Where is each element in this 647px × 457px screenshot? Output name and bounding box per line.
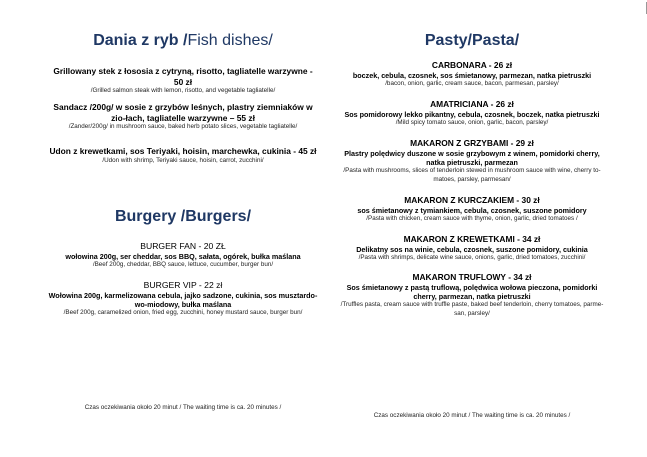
item-english: /Grilled salmon steak with lemon, risotto, and vegetable tagliatelle/: [90, 87, 276, 94]
menu-item: [48, 102, 318, 132]
fish-title-en: Fish dishes/: [187, 32, 273, 49]
waiting-time-note: Czas oczekiwania około 20 minut / The waiting time is ca. 20 minutes /: [84, 404, 282, 411]
fish-title-pl: Dania z ryb /: [93, 32, 188, 49]
item-name: MAKARON Z KURCZAKIEM - 30 zł: [404, 195, 540, 205]
item-description: wołowina 200g, ser cheddar, sos BBQ, sałata, ogórek, bułka maślana: [65, 251, 301, 261]
item-name: MAKARON TRUFLOWY - 34 zł: [412, 272, 532, 282]
item-name: BURGER FAN - 20 ZŁ: [140, 241, 226, 251]
menu-item: [336, 60, 608, 88]
item-description: Sos pomidorowy lekko pikantny, cebula, czosnek, boczek, natka pietruszki: [344, 109, 600, 119]
menu-item: [48, 146, 318, 165]
item-name: MAKARON Z KREWETKAMI - 34 zł: [403, 234, 541, 244]
item-description: sos śmietanowy z tymiankiem, cebula, czosnek, suszone pomidory: [357, 205, 587, 215]
item-english: /Pasta with mushrooms, slices of tenderloin stewed in mushroom sauce with wine, cherry to-matoes, parsley, parmesan/: [343, 167, 601, 183]
item-name: MAKARON Z GRZYBAMI - 29 zł: [410, 138, 534, 148]
item-description: Plastry polędwicy duszone w sosie grzybowym z winem, pomidorki cherry, natka pietruszki, parmezan: [344, 148, 600, 167]
menu-item: [48, 66, 318, 96]
item-name: BURGER VIP - 22 zł: [143, 280, 223, 290]
right-column: [336, 0, 608, 457]
item-description: Wołowina 200g, karmelizowana cebula, jajko sadzone, cukinia, sos musztardo-wo-miodowy, bułka maślana: [48, 290, 318, 309]
burger-section-title: Burgery /Burgers/: [114, 208, 252, 225]
menu-item: [48, 241, 318, 269]
fish-section-title: [48, 32, 318, 50]
item-english: /bacon, onion, garlic, cream sauce, bacon, parmesan, parsley/: [385, 79, 559, 87]
left-column: [48, 0, 318, 457]
menu-item: [336, 99, 608, 127]
pasta-section-title: Pasty/Pasta/: [424, 32, 520, 49]
item-name: Sandacz /200g/ w sosie z grzybów leśnych, plastry ziemniaków w zio-łach, tagliatelle warzywne – 55 zł: [53, 102, 313, 123]
item-english: /Beef 200g, cheddar, BBQ sauce, lettuce, cucumber, burger bun/: [92, 260, 274, 268]
menu-item: [336, 272, 608, 318]
item-description: Sos śmietanowy z pastą truflową, polędwica wołowa pieczona, pomidorki cherry, parmezan, natka pietruszki: [346, 282, 598, 301]
item-english: /Beef 200g, caramelized onion, fried egg, zucchini, honey mustard sauce, burger bun/: [63, 309, 303, 317]
item-english: /Truffles pasta, cream sauce with truffle paste, baked beef tenderloin, cherry tomatoes, parme-san, parsley/: [340, 301, 604, 317]
item-english: /Pasta with chicken, cream sauce with thyme, onion, garlic, dried tomatoes /: [366, 214, 578, 222]
item-english: /Mild spicy tomato sauce, onion, garlic, bacon, parsley/: [395, 118, 549, 126]
item-name: Grillowany stek z łososia z cytryną, risotto, tagliatelle warzywne - 50 zł: [53, 66, 313, 87]
item-name: CARBONARA - 26 zł: [431, 60, 513, 70]
item-name: Udon z krewetkami, sos Teriyaki, hoisin, marchewka, cukinia - 45 zł: [49, 146, 317, 156]
waiting-time-note: Czas oczekiwania około 20 minut / The waiting time is ca. 20 minutes /: [373, 412, 571, 419]
item-english: /Udon with shrimp, Teriyaki sauce, hoisin, carrot, zucchini/: [102, 156, 264, 164]
menu-item: [48, 280, 318, 318]
menu-item: [336, 195, 608, 223]
menu-item: [336, 234, 608, 262]
item-english: /Zander/200g/ in mushroom sauce, baked herb potato slices, vegetable tagliatelle/: [68, 123, 298, 130]
item-name: AMATRICIANA - 26 zł: [430, 99, 514, 109]
item-description: boczek, cebula, czosnek, sos śmietanowy, parmezan, natka pietruszki: [352, 70, 592, 80]
menu-item: [336, 138, 608, 184]
item-description: Delikatny sos na winie, cebula, czosnek, suszone pomidory, cukinia: [356, 244, 588, 254]
item-english: /Pasta with shrimps, delicate wine sauce, onions, garlic, dried tomatoes, zucchini/: [358, 253, 586, 261]
